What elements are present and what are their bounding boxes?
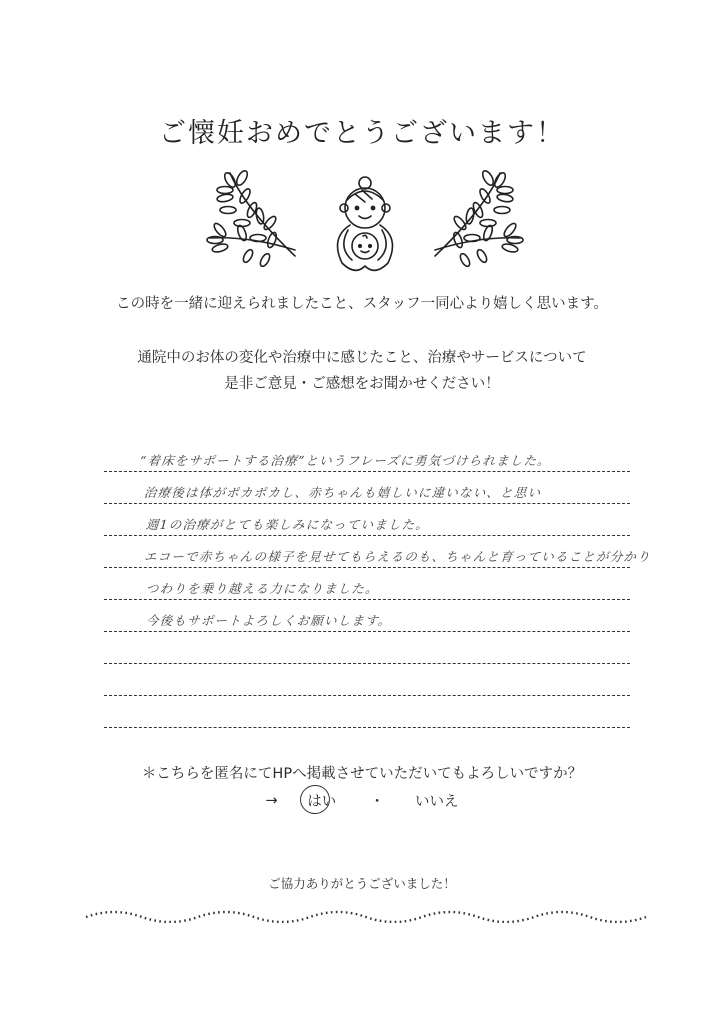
comment-line: [104, 472, 630, 504]
mother-baby-icon: [338, 177, 393, 270]
comment-line: [104, 440, 630, 472]
wavy-divider: [84, 905, 650, 923]
handwritten-text: “着床をサポートする治療”というフレーズに勇気づけられました。: [139, 453, 552, 468]
laurel-right-icon: [435, 169, 523, 268]
arrow-right-icon: →: [265, 792, 278, 809]
comment-line: [104, 632, 630, 664]
intro-text: この時を一緒に迎えられましたこと、スタッフ一同心より嬉しく思います。: [116, 296, 608, 312]
separator: ・: [369, 794, 385, 810]
prompt-line-2: 是非ご意見・ご感想をお聞かせください！: [224, 376, 500, 392]
handwritten-text: 今後もサポートよろしくお願いします。: [145, 613, 393, 628]
prompt-line-1: 通院中のお体の変化や治療中に感じたこと、治療やサービスについて: [137, 350, 587, 366]
comment-line: [104, 600, 630, 632]
comment-field[interactable]: [104, 440, 652, 728]
publish-answer-row: [0, 790, 724, 811]
comment-line: [104, 664, 630, 696]
comment-line: [104, 568, 630, 600]
publish-question: ＊こちらを匿名にてHPへ掲載させていただいてもよろしいですか？: [141, 766, 583, 782]
illustration: [190, 168, 540, 278]
handwritten-text: つわりを乗り越える力になりました。: [145, 581, 380, 596]
handwritten-text: エコーで赤ちゃんの様子を見せてもらえるのも、ちゃんと育っていることが分かり: [143, 549, 652, 564]
comment-line: [104, 504, 630, 536]
comment-line: [104, 536, 652, 568]
handwritten-text: 週1の治療がとても楽しみになっていました。: [145, 517, 430, 532]
laurel-left-icon: [207, 169, 295, 268]
page-title: ご懐妊おめでとうございます！: [159, 118, 565, 149]
option-yes-selected[interactable]: はい: [304, 790, 339, 811]
option-no[interactable]: いいえ: [414, 794, 459, 810]
handwritten-text: 治療後は体がポカポカし、赤ちゃんも嬉しいに違いない、と思い: [143, 485, 542, 500]
comment-line: [104, 696, 630, 728]
closing-text: ご協力ありがとうございました！: [268, 876, 456, 891]
